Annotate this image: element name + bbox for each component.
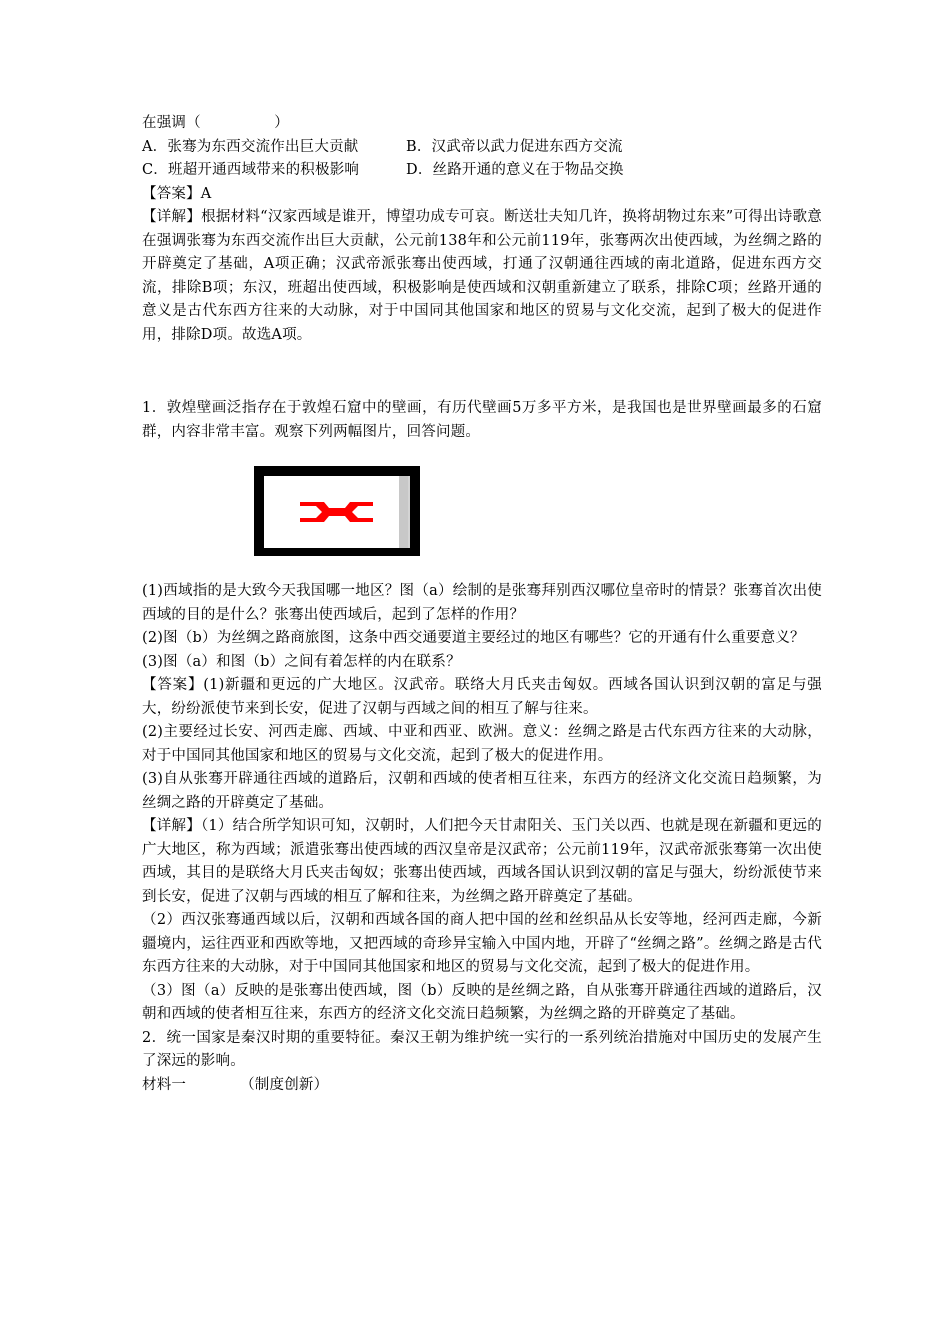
options-row-1	[142, 136, 822, 160]
sub-question-2: (2)图（b）为丝绸之路商旅图，这条中西交通要道主要经过的地区有哪些？它的开通有什么重要意义？	[142, 630, 805, 646]
option-c: C．班超开通西域带来的积极影响	[142, 162, 360, 178]
detail-part-2: （2）西汉张骞通西域以后，汉朝和西域各国的商人把中国的丝和丝织品从长安等地，经河西走廊，今新疆境内，运往西亚和西欧等地，又把西域的奇珍异宝输入中国内地，开辟了“丝绸之路”。丝绸之路是古代东西方往来的大动脉，对于中国同其他国家和地区的贸易与文化交流，起到了极大的促进作用。	[142, 912, 822, 975]
sub-question-3: (3)图（a）和图（b）之间有着怎样的内在联系？	[142, 653, 461, 670]
document-page	[142, 112, 822, 1097]
answer-part-2: (2)主要经过长安、河西走廊、西域、中亚和西亚、欧洲。意义：丝绸之路是古代东西方往来的大动脉，对于中国同其他国家和地区的贸易与文化交流，起到了极大的促进作用。	[142, 724, 822, 764]
spacer	[142, 347, 822, 397]
detail-part-1: 【详解】（1）结合所学知识可知，汉朝时，人们把今天甘肃阳关、玉门关以西、也就是现在新疆和更远的广大地区，称为西域；派遣张骞出使西域的西汉皇帝是汉武帝；公元前119年，汉武帝派张骞第一次出使西域，其目的是联络大月氏夹击匈奴；张骞出使西域，西域各国认识到汉朝的富足与强大，纷纷派使节来到长安，促进了汉朝与西域的相互了解和往来，为丝绸之路开辟奠定了基础。	[142, 818, 822, 905]
options-row-2	[142, 159, 822, 183]
option-d: D．丝路开通的意义在于物品交换	[406, 162, 624, 178]
detail-part-3: （3）图（a）反映的是张骞出使西域，图（b）反映的是丝绸之路，自从张骞开辟通往西域的道路后，汉朝和西域的使者相互往来，东西方的经济文化交流日趋频繁，为丝绸之路的开辟奠定了基础。	[142, 982, 822, 1022]
broken-image-placeholder-icon	[254, 466, 420, 556]
answer-part-1: 【答案】(1)新疆和更远的广大地区。汉武帝。联络大月氏夹击匈奴。西域各国认识到汉朝的富足与强大，纷纷派使节来到长安，促进了汉朝与西域之间的相互了解与往来。	[142, 677, 822, 717]
option-b: B．汉武帝以武力促进东西方交流	[406, 138, 623, 155]
figure-area	[142, 456, 822, 574]
answer-line: 【答案】A	[142, 185, 212, 202]
material-label: 材料一	[142, 1076, 187, 1093]
explanation-paragraph: 【详解】根据材料“汉家西域是谁开，博望功成专可哀。断送壮夫知几许，换将胡物过东来”可得出诗歌意在强调张骞为东西交流作出巨大贡献，公元前138年和公元前119年，张骞两次出使西域，为丝绸之路的开辟奠定了基础，A项正确；汉武帝派张骞出使西域，打通了汉朝通往西域的南北道路，促进东西方交流，排除B项；东汉，班超出使西域，积极影响是使西域和汉朝重新建立了联系，排除C项；丝路开通的意义是古代东西方往来的大动脉，对于中国同其他国家和地区的贸易与文化交流，起到了极大的促进作用，排除D项。故选A项。	[142, 209, 822, 343]
option-a: A．张骞为东西交流作出巨大贡献	[142, 138, 359, 155]
answer-part-3: (3)自从张骞开辟通往西域的道路后，汉朝和西域的使者相互往来，东西方的经济文化交流日趋频繁，为丝绸之路的开辟奠定了基础。	[142, 771, 822, 811]
question-1-stem: 1．敦煌壁画泛指存在于敦煌石窟中的壁画，有历代壁画5万多平方米，是我国也是世界壁画最多的石窟群，内容非常丰富。观察下列两幅图片，回答问题。	[142, 400, 822, 440]
question-2-stem: 2．统一国家是秦汉时期的重要特征。秦汉王朝为维护统一实行的一系列统治措施对中国历史的发展产生了深远的影响。	[142, 1029, 822, 1069]
material-title: （制度创新）	[240, 1076, 329, 1093]
sub-question-1: (1)西域指的是大致今天我国哪一地区？图（a）绘制的是张骞拜别西汉哪位皇帝时的情景？张骞首次出使西域的目的是什么？张骞出使西域后，起到了怎样的作用？	[142, 583, 822, 623]
material-one-line	[142, 1074, 822, 1098]
question-stem-tail: 在强调（ ）	[142, 115, 289, 131]
